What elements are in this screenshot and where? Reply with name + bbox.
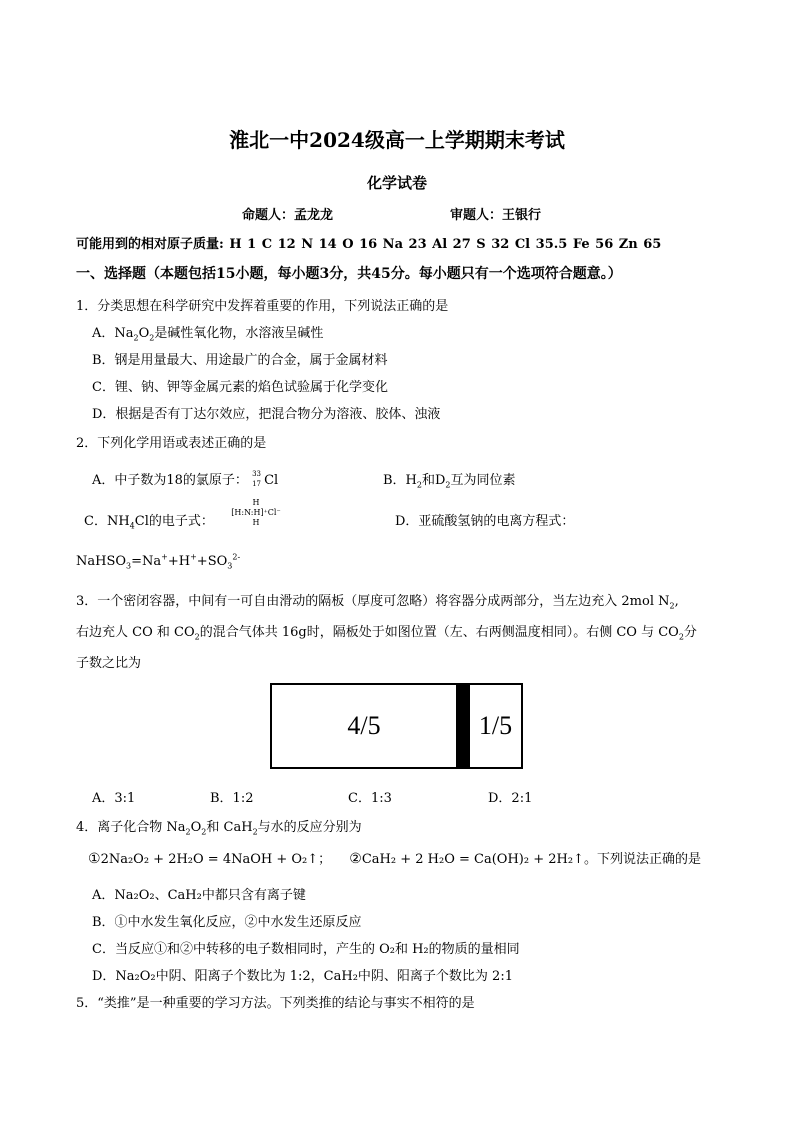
container-diagram — [270, 683, 523, 769]
q3-option-a: A．3:1 — [92, 791, 136, 806]
page-title: 淮北一中2024级高一上学期期末考试 — [229, 128, 565, 152]
author-label: 命题人：孟龙龙 — [242, 208, 334, 223]
q4-option-c: C．当反应①和②中转移的电子数相同时，产生的 O₂和 H₂的物质的量相同 — [92, 942, 520, 957]
q3-option-c: C．1:3 — [348, 791, 392, 806]
q3-line3: 子数之比为 — [76, 656, 142, 671]
q4-option-b: B．①中水发生氧化反应，②中水发生还原反应 — [92, 915, 362, 930]
right-chamber-ratio: 1/5 — [478, 711, 513, 740]
q4-reactions: ①2Na₂O₂ + 2H₂O = 4NaOH + O₂↑； ②CaH₂ + 2 H₂O = Ca(OH)₂ + 2H₂↑。下列说法正确的是 — [88, 851, 701, 867]
q4-stem: 4．离子化合物 $Na_2O_2$和 CaH$_2$与水的反应分别为 — [76, 820, 362, 837]
q2-option-b: B．$H_2$和$D_2$互为同位素 — [383, 473, 516, 490]
left-chamber-ratio: 4/5 — [347, 711, 381, 740]
q1-option-b: B．钢是用量最大、用途最广的合金，属于金属材料 — [92, 353, 388, 368]
page-subtitle: 化学试卷 — [366, 174, 427, 192]
q4-option-d: D．Na₂O₂中阴、阳离子个数比为 1:2，CaH₂中阴、阳离子个数比为 2:1 — [92, 969, 513, 984]
sliding-partition — [456, 685, 470, 767]
electron-formula: H [H:N:H]⁺Cl⁻ H — [231, 498, 281, 527]
q3-line1: 3．一个密闭容器，中间有一可自由滑动的隔板（厚度可忽略）将容器分成两部分，当左边充入 2mol $N_2$, — [76, 594, 679, 611]
q2-option-d: D．亚硫酸氢钠的电离方程式： — [395, 514, 575, 529]
q2-option-c: C．$NH_4Cl$的电子式： — [84, 514, 214, 531]
atomic-masses: 可能用到的相对原子质量: H 1 C 12 N 14 O 16 Na 23 Al 27 S 32 Cl 35.5 Fe 56 Zn 65 — [76, 237, 662, 252]
q1-stem: 1．分类思想在科学研究中发挥着重要的作用，下列说法正确的是 — [76, 299, 449, 314]
q4-option-a: A．Na₂O₂、CaH₂中都只含有离子键 — [92, 888, 306, 903]
q2-option-a: A．中子数为18的氯原子： 33 17 Cl — [92, 469, 279, 488]
q1-option-c: C．锂、钠、钾等金属元素的焰色试验属于化学变化 — [92, 380, 388, 395]
q1-option-a: A．$Na_2O_2$是碱性氧化物，水溶液呈碱性 — [92, 326, 324, 343]
q2-ionization-equation: $NaHSO_3=Na^++H^++SO_3^{2-}$ — [76, 552, 241, 571]
q5-stem: 5．“类推”是一种重要的学习方法。下列类推的结论与事实不相符的是 — [76, 996, 475, 1011]
reviewer-label: 审题人：王银行 — [450, 208, 542, 223]
q3-option-b: B．1:2 — [210, 791, 254, 806]
q3-option-d: D．2:1 — [488, 791, 533, 806]
q1-option-d: D．根据是否有丁达尔效应，把混合物分为溶液、胶体、浊液 — [92, 407, 441, 422]
q3-line2: 右边充人 CO 和 $CO_2$的混合气体共 16g时，隔板处于如图位置（左、右两侧温度相同）。右侧 CO 与 $CO_2$分 — [76, 625, 697, 642]
q2-stem: 2．下列化学用语或表述正确的是 — [76, 436, 267, 451]
section-heading: 一、选择题（本题包括15小题，每小题3分，共45分。每小题只有一个选项符合题意。） — [76, 266, 622, 282]
